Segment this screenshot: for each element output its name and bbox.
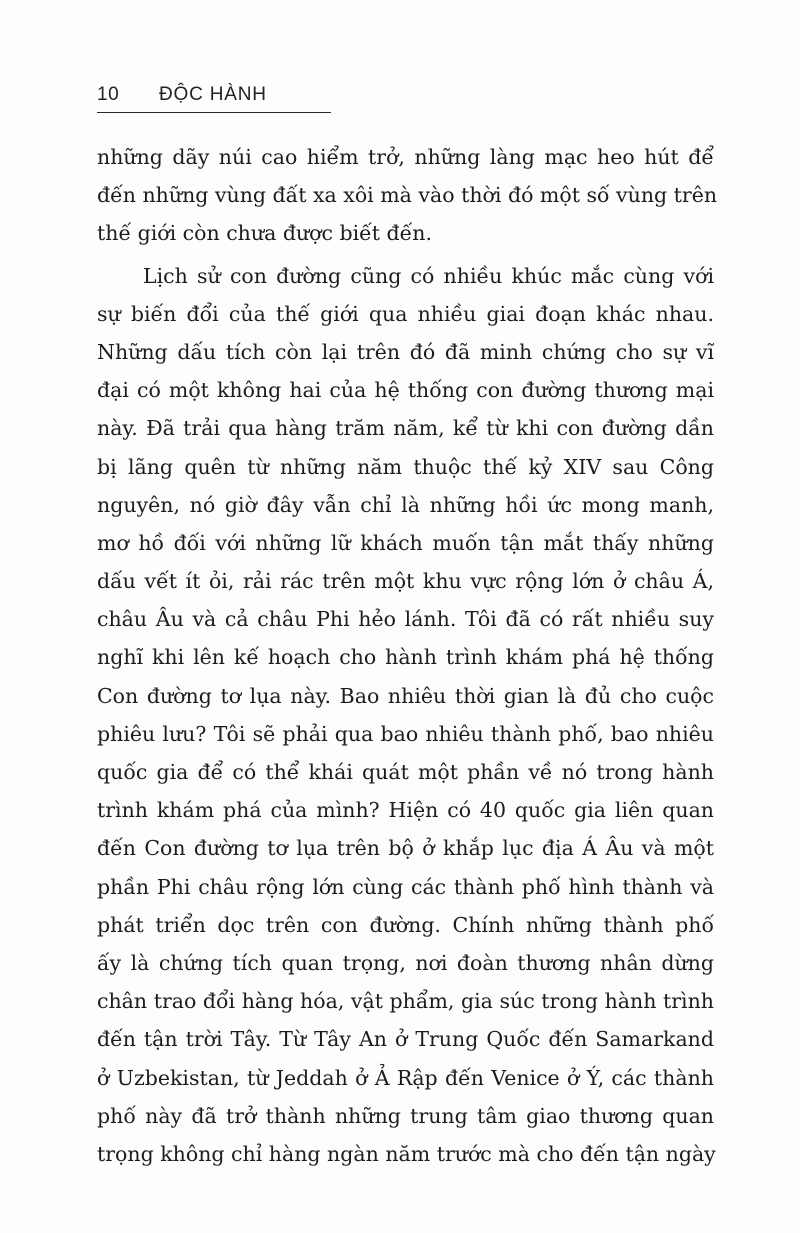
text-line: đến Con đường tơ lụa trên bộ ở khắp lục địa Á Âu và một: [97, 836, 714, 861]
text-line: nguyên, nó giờ đây vẫn chỉ là những hồi ức mong manh,: [97, 492, 714, 517]
text-line: những dãy núi cao hiểm trở, những làng mạc heo hút để: [97, 145, 714, 169]
text-line: Những dấu tích còn lại trên đó đã minh chứng cho sự vĩ: [97, 339, 714, 364]
paragraph: [97, 257, 714, 1174]
text-line: dấu vết ít ỏi, rải rác trên một khu vực rộng lớn ở châu Á,: [97, 569, 714, 594]
text-line: phiêu lưu? Tôi sẽ phải qua bao nhiêu thành phố, bao nhiêu: [97, 721, 714, 746]
text-line: phần Phi châu rộng lớn cùng các thành phố hình thành và: [97, 874, 714, 899]
text-line: nghĩ khi lên kế hoạch cho hành trình khám phá hệ thống: [97, 645, 714, 670]
text-line: bị lãng quên từ những năm thuộc thế kỷ XIV sau Công: [97, 454, 714, 479]
text-line: Lịch sử con đường cũng có nhiều khúc mắc cùng với: [143, 263, 714, 288]
text-line: phố này đã trở thành những trung tâm giao thương quan: [97, 1103, 714, 1128]
running-header: [97, 80, 331, 113]
text-line: Con đường tơ lụa này. Bao nhiêu thời gian là đủ cho cuộc: [97, 683, 714, 708]
text-line: trọng không chỉ hàng ngàn năm trước mà cho đến tận ngày: [97, 1141, 716, 1166]
text-line: đến tận trời Tây. Từ Tây An ở Trung Quốc đến Samarkand: [97, 1027, 714, 1052]
text-line: chân trao đổi hàng hóa, vật phẩm, gia súc trong hành trình: [97, 989, 714, 1014]
paragraph: [97, 138, 718, 253]
page-number: 10: [97, 84, 120, 105]
text-line: thế giới còn chưa được biết đến.: [97, 221, 432, 246]
book-title: ĐỘC HÀNH: [159, 84, 267, 105]
text-line: ấy là chứng tích quan trọng, nơi đoàn thương nhân dừng: [97, 950, 714, 975]
text-line: sự biến đổi của thế giới qua nhiều giai đoạn khác nhau.: [97, 301, 714, 326]
text-line: này. Đã trải qua hàng trăm năm, kể từ khi con đường dần: [97, 416, 714, 441]
text-line: trình khám phá của mình? Hiện có 40 quốc gia liên quan: [97, 798, 714, 823]
body-text: [97, 138, 718, 1173]
text-line: đến những vùng đất xa xôi mà vào thời đó một số vùng trên: [97, 183, 718, 208]
text-line: quốc gia để có thể khái quát một phần về nó trong hành: [97, 760, 714, 784]
text-line: mơ hồ đối với những lữ khách muốn tận mắt thấy những: [97, 530, 714, 555]
text-line: châu Âu và cả châu Phi hẻo lánh. Tôi đã có rất nhiều suy: [97, 607, 714, 632]
text-line: phát triển dọc trên con đường. Chính những thành phố: [97, 912, 714, 937]
text-line: đại có một không hai của hệ thống con đường thương mại: [97, 378, 714, 403]
text-line: ở Uzbekistan, từ Jeddah ở Ả Rập đến Venice ở Ý, các thành: [97, 1065, 714, 1090]
